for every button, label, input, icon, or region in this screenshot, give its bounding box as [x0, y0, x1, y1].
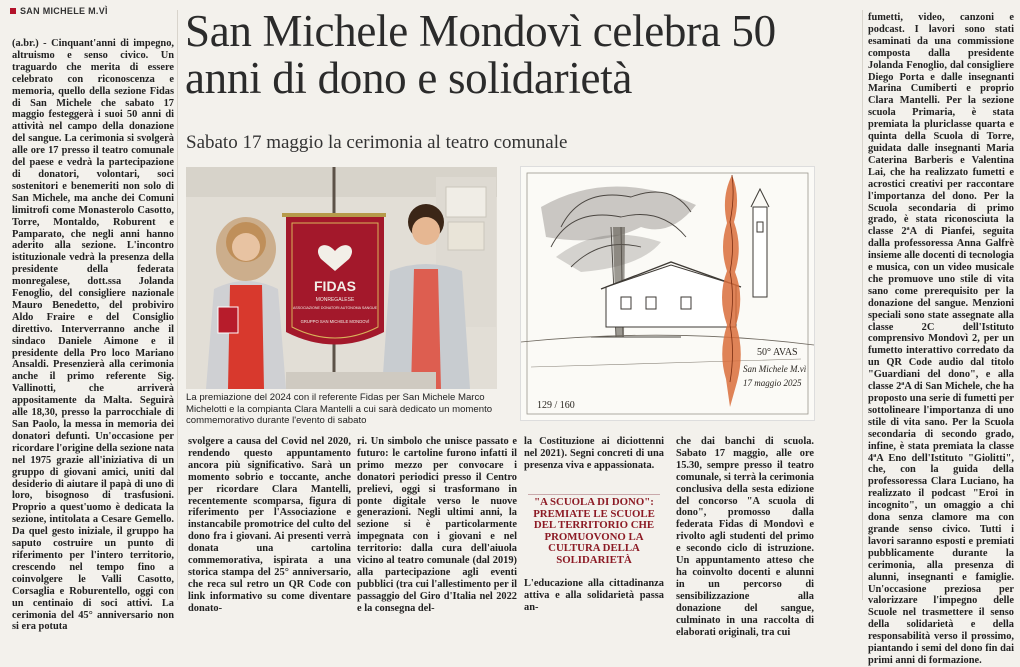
column-text: L'educazione alla cittadinanza attiva e alla solidarietà passa an-	[524, 578, 664, 613]
award-photo-image	[186, 167, 497, 389]
column-text: ri. Un simbolo che unisce passato e futuro: le cartoline furono infatti il primo mezzo per convocare i donatori periodici presso il Centro prelievi, oggi si trasformano in ponte digitale verso le nuove generazioni. Negli ultimi anni, la sezione si è particolarmente impegnata con i giovani e nel territorio: dalla cura dell'aiuola vicino al teatro comunale (dal 2019) alla partecipazione agli eventi pubblici (tra cui l'allestimento per il passaggio del Giro d'Italia nel 2022 e la consegna del-	[357, 436, 517, 614]
section-label	[10, 6, 108, 16]
subheadline: Sabato 17 maggio la cerimonia al teatro comunale	[186, 132, 568, 153]
article-column-5	[676, 436, 814, 638]
article-column-1	[12, 38, 174, 633]
schools-box-lead	[524, 578, 664, 613]
banner-line-2: ASSOCIAZIONE DONATORI AUTONOMA SANGUE	[292, 306, 378, 310]
commemorative-sketch	[520, 166, 815, 421]
banner-brand: FIDAS	[314, 278, 356, 294]
column-text: (a.br.) - Cinquant'anni di impegno, altruismo e senso civico. Un traguardo che merita di essere celebrato con riconoscenza e memoria, quello della sezione Fidas di San Michele che sabato 17 maggio festeggerà i suoi 50 anni di attività nel campo della donazione del sangue. La cerimonia si svolgerà alle ore 17 presso il teatro comunale del paese e vedrà la partecipazione di donatori, volontari, soci sostenitori e benemeriti non solo di San Michele, ma anche dei Comuni limitrofi come Monasterolo Casotto, Torre, Montaldo, Roburent e Pamparato, che negli anni hanno aderito alla sezione. L'incontro istituzionale vedrà la presenza della presidente della federata monregalese, dott.ssa Jolanda Fenoglio, del consigliere nazionale Mauro Benedetto, del probiviro Aldo Fraire e del Consiglio direttivo. Interverranno anche il sindaco Daniele Aimone e il presidente della Pro loco Mariano Ansaldi. Presenzierà alla cerimonia anche il primo referente Sig. Vallinotti, che arriverà appositamente da Malta. Seguirà alle 18,30, presso la parrocchiale di San Paolo, la messa in memoria dei donatori defunti. Un'occasione per ricordare l'origine della sezione nata nel 1975 grazie all'iniziativa di un gruppo di giovani amici, uniti dal desiderio di aiutare il papà di uno di loro, bisognoso di trasfusioni. Proprio a quest'uomo è dedicata la sezione, intitolata a Cesare Gemello. Da quel gesto iniziale, il gruppo ha saputo costruire un punto di riferimento per l'intero territorio, crescendo nel tempo fino a coinvolgere le Valli Casotto, Corsaglia e Roburentello, oggi con un centinaio di soci attivi. La cerimonia del 45° anniversario non si era potuta	[12, 38, 174, 633]
column-text: la Costituzione ai diciottenni nel 2021). Segni concreti di una presenza viva e appassionata.	[524, 436, 664, 471]
section-marker-icon	[10, 8, 16, 14]
column-text: svolgere a causa del Covid nel 2020, rendendo questo appuntamento ancora più significativo. Sarà un momento sobrio e toccante, anche per ricordare Clara Mantelli, recentemente scomparsa, figura di riferimento per l'Associazione e instancabile promotrice del culto del dono fra i giovani. Ai presenti verrà donata una cartolina commemorativa, ispirata a una storica stampa del 25° anniversario, che reca sul retro un QR Code con link informativo su come diventare donato-	[188, 436, 351, 614]
sketch-signature: San Michele M.vì	[743, 364, 807, 374]
article-column-3	[357, 436, 517, 614]
schools-box-title: "A SCUOLA DI DONO": PREMIATE LE SCUOLE DEL TERRITORIO CHE PROMUOVONO LA CULTURA DELLA SOLIDARIETÀ	[528, 494, 660, 566]
sketch-edition: 129 / 160	[537, 400, 575, 411]
award-photo	[186, 167, 497, 389]
section-label-text: SAN MICHELE M.VÌ	[20, 6, 108, 16]
article-column-2	[188, 436, 351, 614]
banner-line-3: GRUPPO SAN MICHELE MONDOVÌ	[300, 319, 370, 324]
sketch-mark: 50° AVAS	[757, 347, 798, 358]
column-divider	[862, 10, 863, 600]
sketch-date: 17 maggio 2025	[743, 378, 802, 388]
article-column-4	[524, 436, 664, 472]
column-text: fumetti, video, canzoni e podcast. I lavori sono stati esaminati da una commissione composta dalla presidente Jolanda Fenoglio, dal consigliere Diego Porta e dalle insegnanti Marina Cumiberti e proprio Clara Mantelli. Per la sezione scuola Primaria, è stata premiata la pluriclasse quarta e quinta della Scuola di Torre, guidata dalle insegnanti Maria Caterina Barberis e Valentina Lai, che ha realizzato fumetti e acrostici creativi per raccontare l'importanza del dono. Per la Scuola secondaria di primo grado, è stata riconosciuta la classe 2ªA di Pianfei, seguita dalla professoressa Anna Galfrè insieme alle docenti di tecnologia e musica, con un video musicale che promuove uno stile di vita sano come prerequisito per la donazione del sangue. Menzioni speciali sono state assegnate alla classe 2C dell'Istituto comprensivo Mondovì 2, per un fumetto interattivo corredato da un QR Code audio dal titolo "Guardiani del dono", e alla classe 2ªA di San Michele, che ha proposto una serie di fumetti per sottolineare l'importanza di uno stile di vita sano. Per la Scuola secondaria di secondo grado, infine, è stata premiata la classe 4ªA Eno dell'Istituto "Giolitti", che, con la guida della professoressa Clara Luciano, ha realizzato il podcast "Eroi in incognito", un omaggio a chi dona senza clamore ma con grande senso civico. Tutti i lavori saranno esposti e premiati pubblicamente durante la cerimonia, alla presenza di alunni, insegnanti e famiglie. Un'occasione preziosa per valorizzare l'impegno delle Scuole nel trasmettere il senso della solidarietà e della responsabilità verso il prossimo, piantando i semi del dono fin dai primi anni di formazione.	[868, 12, 1014, 666]
banner-line-1: MONREGALESE	[315, 297, 355, 303]
photo-caption: La premiazione del 2024 con il referente Fidas per San Michele Marco Michelotti e la compianta Clara Mantelli a cui sarà dedicato un momento commemorativo durante l'evento di sabato	[186, 392, 493, 427]
sketch-drawing	[521, 167, 814, 420]
article-column-6	[868, 12, 1014, 666]
headline: San Michele Mondovì celebra 50 anni di dono e solidarietà	[185, 6, 776, 103]
column-divider	[177, 10, 178, 600]
column-text: che dai banchi di scuola. Sabato 17 maggio, alle ore 15.30, sempre presso il teatro comunale, si terrà la cerimonia conclusiva della sesta edizione del concorso "A scuola di dono", promosso dalla federata Fidas di Mondovì e rivolto agli studenti del primo e secondo ciclo di istruzione. Un appuntamento atteso che ha coinvolto docenti e alunni in un percorso di sensibilizzazione alla donazione del sangue, culminato in una raccolta di elaborati originali, tra cui	[676, 436, 814, 638]
